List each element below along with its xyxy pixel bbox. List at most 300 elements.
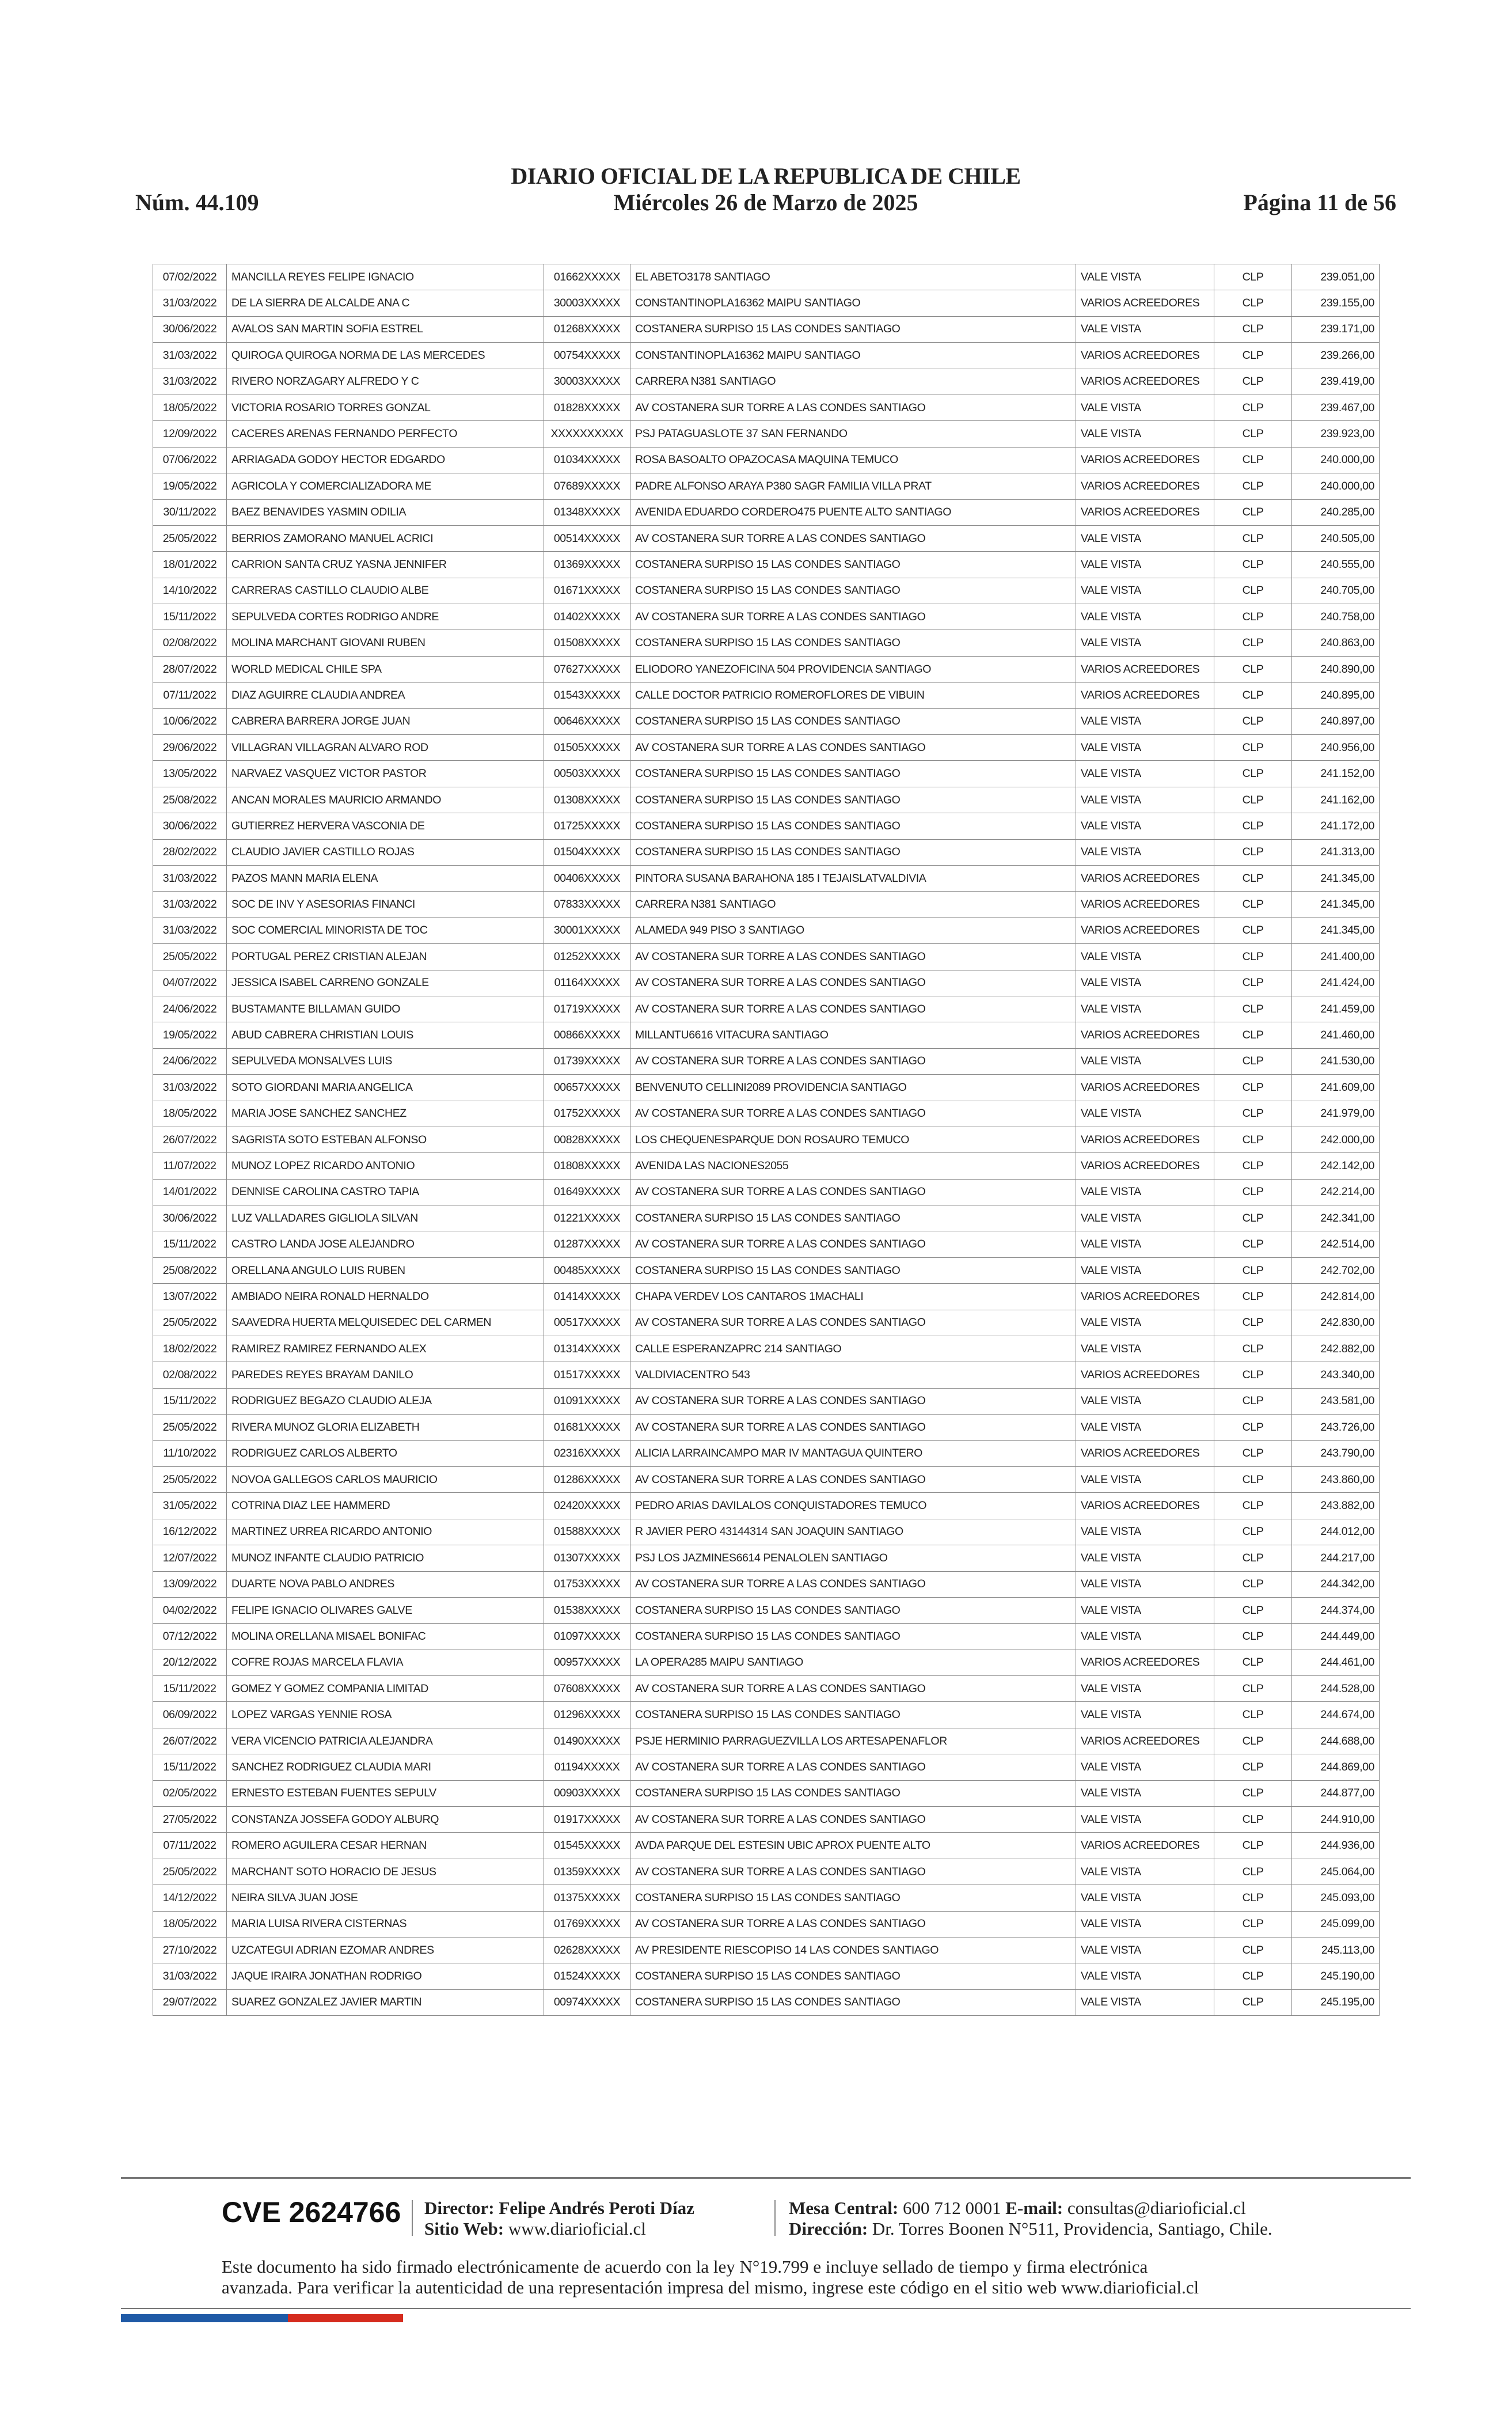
- rut-cell: 01268XXXXX: [544, 316, 630, 342]
- table-row: [153, 1989, 1380, 2015]
- amount-cell: 244.449,00: [1292, 1624, 1380, 1650]
- rut-cell: 01375XXXXX: [544, 1885, 630, 1911]
- instrument-cell: VALE VISTA: [1076, 1597, 1214, 1623]
- cve-code: CVE 2624766: [222, 2196, 401, 2228]
- instrument-cell: VARIOS ACREEDORES: [1076, 1362, 1214, 1388]
- date-cell: 25/05/2022: [153, 1466, 227, 1492]
- rut-cell: 01505XXXXX: [544, 735, 630, 761]
- amount-cell: 242.341,00: [1292, 1205, 1380, 1231]
- address-cell: AV COSTANERA SUR TORRE A LAS CONDES SANTIAGO: [630, 1310, 1076, 1336]
- instrument-cell: VALE VISTA: [1076, 1205, 1214, 1231]
- rut-cell: 01769XXXXX: [544, 1911, 630, 1937]
- amount-cell: 241.609,00: [1292, 1075, 1380, 1101]
- address-cell: AV COSTANERA SUR TORRE A LAS CONDES SANTIAGO: [630, 996, 1076, 1022]
- table-row: [153, 708, 1380, 734]
- amount-cell: 240.555,00: [1292, 552, 1380, 578]
- name-cell: FELIPE IGNACIO OLIVARES GALVE: [227, 1597, 544, 1623]
- table-row: [153, 290, 1380, 316]
- date-cell: 06/09/2022: [153, 1702, 227, 1728]
- table-row: [153, 1127, 1380, 1152]
- rut-cell: 01917XXXXX: [544, 1807, 630, 1833]
- amount-cell: 241.313,00: [1292, 839, 1380, 865]
- currency-cell: CLP: [1214, 917, 1292, 943]
- currency-cell: CLP: [1214, 1022, 1292, 1048]
- email-label: E-mail:: [1005, 2198, 1063, 2218]
- gazette-title: DIARIO OFICIAL DE LA REPUBLICA DE CHILE: [511, 163, 1021, 189]
- name-cell: SAAVEDRA HUERTA MELQUISEDEC DEL CARMEN: [227, 1310, 544, 1336]
- rut-cell: 01543XXXXX: [544, 683, 630, 708]
- currency-cell: CLP: [1214, 1911, 1292, 1937]
- amount-cell: 244.910,00: [1292, 1807, 1380, 1833]
- instrument-cell: VALE VISTA: [1076, 996, 1214, 1022]
- date-cell: 12/09/2022: [153, 421, 227, 447]
- table-row: [153, 1571, 1380, 1597]
- address-cell: LOS CHEQUENESPARQUE DON ROSAURO TEMUCO: [630, 1127, 1076, 1152]
- address-cell: COSTANERA SURPISO 15 LAS CONDES SANTIAGO: [630, 578, 1076, 604]
- date-cell: 31/03/2022: [153, 343, 227, 369]
- date-cell: 28/02/2022: [153, 839, 227, 865]
- amount-cell: 244.528,00: [1292, 1676, 1380, 1702]
- amount-cell: 241.460,00: [1292, 1022, 1380, 1048]
- date-cell: 29/06/2022: [153, 735, 227, 761]
- address-cell: AV COSTANERA SUR TORRE A LAS CONDES SANTIAGO: [630, 1388, 1076, 1414]
- table-row: [153, 1859, 1380, 1885]
- date-cell: 25/05/2022: [153, 1415, 227, 1440]
- amount-cell: 245.064,00: [1292, 1859, 1380, 1885]
- currency-cell: CLP: [1214, 1545, 1292, 1571]
- address-cell: AVENIDA LAS NACIONES2055: [630, 1153, 1076, 1179]
- address-cell: AV COSTANERA SUR TORRE A LAS CONDES SANTIAGO: [630, 1466, 1076, 1492]
- site-label: Sitio Web:: [424, 2219, 504, 2239]
- instrument-cell: VALE VISTA: [1076, 1310, 1214, 1336]
- amount-cell: 239.051,00: [1292, 264, 1380, 290]
- address-cell: PSJ LOS JAZMINES6614 PENALOLEN SANTIAGO: [630, 1545, 1076, 1571]
- currency-cell: CLP: [1214, 1754, 1292, 1780]
- rut-cell: 01588XXXXX: [544, 1519, 630, 1545]
- rut-cell: 01164XXXXX: [544, 970, 630, 996]
- name-cell: PORTUGAL PEREZ CRISTIAN ALEJAN: [227, 944, 544, 970]
- email-link[interactable]: consultas@diarioficial.cl: [1067, 2198, 1246, 2218]
- amount-cell: 242.830,00: [1292, 1310, 1380, 1336]
- amount-cell: 240.505,00: [1292, 525, 1380, 551]
- footer-divider: [774, 2200, 776, 2236]
- currency-cell: CLP: [1214, 1440, 1292, 1466]
- table-row: [153, 839, 1380, 865]
- currency-cell: CLP: [1214, 499, 1292, 525]
- address-cell: AV COSTANERA SUR TORRE A LAS CONDES SANTIAGO: [630, 1231, 1076, 1257]
- date-cell: 31/03/2022: [153, 1075, 227, 1101]
- amount-cell: 241.979,00: [1292, 1101, 1380, 1127]
- name-cell: NOVOA GALLEGOS CARLOS MAURICIO: [227, 1466, 544, 1492]
- currency-cell: CLP: [1214, 1231, 1292, 1257]
- instrument-cell: VARIOS ACREEDORES: [1076, 499, 1214, 525]
- rut-cell: 07833XXXXX: [544, 892, 630, 917]
- currency-cell: CLP: [1214, 264, 1292, 290]
- table-row: [153, 1650, 1380, 1675]
- instrument-cell: VALE VISTA: [1076, 813, 1214, 839]
- rut-cell: 01681XXXXX: [544, 1415, 630, 1440]
- name-cell: GOMEZ Y GOMEZ COMPANIA LIMITAD: [227, 1676, 544, 1702]
- address-cell: AVENIDA EDUARDO CORDERO475 PUENTE ALTO SANTIAGO: [630, 499, 1076, 525]
- table-row: [153, 1284, 1380, 1310]
- table-row: [153, 1676, 1380, 1702]
- table-row: [153, 1493, 1380, 1519]
- date-cell: 31/03/2022: [153, 290, 227, 316]
- date-cell: 27/05/2022: [153, 1807, 227, 1833]
- name-cell: CABRERA BARRERA JORGE JUAN: [227, 708, 544, 734]
- address-cell: COSTANERA SURPISO 15 LAS CONDES SANTIAGO: [630, 630, 1076, 656]
- instrument-cell: VARIOS ACREEDORES: [1076, 865, 1214, 891]
- address-cell: AVDA PARQUE DEL ESTESIN UBIC APROX PUENTE ALTO: [630, 1833, 1076, 1859]
- instrument-cell: VALE VISTA: [1076, 1911, 1214, 1937]
- director-block: [424, 2198, 694, 2239]
- amount-cell: 245.099,00: [1292, 1911, 1380, 1937]
- amount-cell: 245.113,00: [1292, 1938, 1380, 1963]
- name-cell: SANCHEZ RODRIGUEZ CLAUDIA MARI: [227, 1754, 544, 1780]
- instrument-cell: VALE VISTA: [1076, 1963, 1214, 1989]
- rut-cell: 01287XXXXX: [544, 1231, 630, 1257]
- table-row: [153, 1388, 1380, 1414]
- rut-cell: 01725XXXXX: [544, 813, 630, 839]
- name-cell: RODRIGUEZ CARLOS ALBERTO: [227, 1440, 544, 1466]
- instrument-cell: VALE VISTA: [1076, 1336, 1214, 1362]
- name-cell: UZCATEGUI ADRIAN EZOMAR ANDRES: [227, 1938, 544, 1963]
- table-row: [153, 316, 1380, 342]
- date-cell: 25/08/2022: [153, 1257, 227, 1283]
- name-cell: MOLINA MARCHANT GIOVANI RUBEN: [227, 630, 544, 656]
- instrument-cell: VALE VISTA: [1076, 1388, 1214, 1414]
- address-cell: ELIODORO YANEZOFICINA 504 PROVIDENCIA SANTIAGO: [630, 656, 1076, 682]
- rut-cell: 07608XXXXX: [544, 1676, 630, 1702]
- name-cell: SAGRISTA SOTO ESTEBAN ALFONSO: [227, 1127, 544, 1152]
- currency-cell: CLP: [1214, 1075, 1292, 1101]
- rut-cell: 01308XXXXX: [544, 787, 630, 813]
- rut-cell: 01034XXXXX: [544, 447, 630, 473]
- notice-line: avanzada. Para verificar la autenticidad de una representación impresa del mismo, ingrese este código en el sitio web www.diarioficial.cl: [222, 2277, 1199, 2297]
- table-row: [153, 813, 1380, 839]
- name-cell: SOC DE INV Y ASESORIAS FINANCI: [227, 892, 544, 917]
- table-row: [153, 1310, 1380, 1336]
- table-row: [153, 499, 1380, 525]
- amount-cell: 240.000,00: [1292, 447, 1380, 473]
- currency-cell: CLP: [1214, 1519, 1292, 1545]
- name-cell: RAMIREZ RAMIREZ FERNANDO ALEX: [227, 1336, 544, 1362]
- name-cell: COFRE ROJAS MARCELA FLAVIA: [227, 1650, 544, 1675]
- name-cell: JAQUE IRAIRA JONATHAN RODRIGO: [227, 1963, 544, 1989]
- date-cell: 07/02/2022: [153, 264, 227, 290]
- notice-line: Este documento ha sido firmado electrónicamente de acuerdo con la ley N°19.799 e incluye sellado de tiempo y firma electrónica: [222, 2257, 1148, 2277]
- table-row: [153, 1807, 1380, 1833]
- rut-cell: 01194XXXXX: [544, 1754, 630, 1780]
- amount-cell: 241.400,00: [1292, 944, 1380, 970]
- currency-cell: CLP: [1214, 839, 1292, 865]
- table-row: [153, 473, 1380, 499]
- date-cell: 02/08/2022: [153, 630, 227, 656]
- address-cell: AV COSTANERA SUR TORRE A LAS CONDES SANTIAGO: [630, 604, 1076, 630]
- name-cell: BUSTAMANTE BILLAMAN GUIDO: [227, 996, 544, 1022]
- table-row: [153, 630, 1380, 656]
- currency-cell: CLP: [1214, 1466, 1292, 1492]
- currency-cell: CLP: [1214, 813, 1292, 839]
- currency-cell: CLP: [1214, 1127, 1292, 1152]
- table-row: [153, 604, 1380, 630]
- name-cell: VILLAGRAN VILLAGRAN ALVARO ROD: [227, 735, 544, 761]
- rut-cell: 00517XXXXX: [544, 1310, 630, 1336]
- date-cell: 11/07/2022: [153, 1153, 227, 1179]
- instrument-cell: VARIOS ACREEDORES: [1076, 473, 1214, 499]
- address-cell: CONSTANTINOPLA16362 MAIPU SANTIAGO: [630, 343, 1076, 369]
- date-cell: 30/06/2022: [153, 316, 227, 342]
- address-cell: R JAVIER PERO 43144314 SAN JOAQUIN SANTIAGO: [630, 1519, 1076, 1545]
- amount-cell: 244.012,00: [1292, 1519, 1380, 1545]
- table-row: [153, 735, 1380, 761]
- currency-cell: CLP: [1214, 787, 1292, 813]
- instrument-cell: VALE VISTA: [1076, 630, 1214, 656]
- name-cell: ABUD CABRERA CHRISTIAN LOUIS: [227, 1022, 544, 1048]
- amount-cell: 241.530,00: [1292, 1048, 1380, 1074]
- rut-cell: 01348XXXXX: [544, 499, 630, 525]
- rut-cell: 30003XXXXX: [544, 290, 630, 316]
- amount-cell: 241.424,00: [1292, 970, 1380, 996]
- date-cell: 15/11/2022: [153, 1388, 227, 1414]
- instrument-cell: VALE VISTA: [1076, 1624, 1214, 1650]
- name-cell: MARCHANT SOTO HORACIO DE JESUS: [227, 1859, 544, 1885]
- mesa-phone: 600 712 0001: [903, 2198, 1001, 2218]
- address-cell: PSJE HERMINIO PARRAGUEZVILLA LOS ARTESAPENAFLOR: [630, 1728, 1076, 1754]
- amount-cell: 243.726,00: [1292, 1415, 1380, 1440]
- bottom-separator: [121, 2308, 1411, 2309]
- currency-cell: CLP: [1214, 761, 1292, 787]
- table-row: [153, 343, 1380, 369]
- amount-cell: 242.514,00: [1292, 1231, 1380, 1257]
- instrument-cell: VARIOS ACREEDORES: [1076, 1728, 1214, 1754]
- page-header: [135, 162, 1396, 220]
- address-cell: ALICIA LARRAINCAMPO MAR IV MANTAGUA QUINTERO: [630, 1440, 1076, 1466]
- address-cell: AV PRESIDENTE RIESCOPISO 14 LAS CONDES SANTIAGO: [630, 1938, 1076, 1963]
- date-cell: 31/03/2022: [153, 892, 227, 917]
- currency-cell: CLP: [1214, 1205, 1292, 1231]
- rut-cell: 01752XXXXX: [544, 1101, 630, 1127]
- amount-cell: 242.702,00: [1292, 1257, 1380, 1283]
- instrument-cell: VALE VISTA: [1076, 1989, 1214, 2015]
- currency-cell: CLP: [1214, 1415, 1292, 1440]
- table-row: [153, 1153, 1380, 1179]
- table-row: [153, 1938, 1380, 1963]
- instrument-cell: VARIOS ACREEDORES: [1076, 892, 1214, 917]
- amount-cell: 243.581,00: [1292, 1388, 1380, 1414]
- table-row: [153, 578, 1380, 604]
- name-cell: SEPULVEDA CORTES RODRIGO ANDRE: [227, 604, 544, 630]
- currency-cell: CLP: [1214, 578, 1292, 604]
- address-cell: CALLE DOCTOR PATRICIO ROMEROFLORES DE VIBUIN: [630, 683, 1076, 708]
- instrument-cell: VALE VISTA: [1076, 1545, 1214, 1571]
- instrument-cell: VALE VISTA: [1076, 421, 1214, 447]
- address-cell: VALDIVIACENTRO 543: [630, 1362, 1076, 1388]
- table-row: [153, 1075, 1380, 1101]
- date-cell: 15/11/2022: [153, 604, 227, 630]
- name-cell: MUNOZ LOPEZ RICARDO ANTONIO: [227, 1153, 544, 1179]
- currency-cell: CLP: [1214, 1702, 1292, 1728]
- amount-cell: 241.162,00: [1292, 787, 1380, 813]
- table-row: [153, 1205, 1380, 1231]
- table-row: [153, 1624, 1380, 1650]
- amount-cell: 243.860,00: [1292, 1466, 1380, 1492]
- rut-cell: 00514XXXXX: [544, 525, 630, 551]
- name-cell: GUTIERREZ HERVERA VASCONIA DE: [227, 813, 544, 839]
- name-cell: CASTRO LANDA JOSE ALEJANDRO: [227, 1231, 544, 1257]
- name-cell: AMBIADO NEIRA RONALD HERNALDO: [227, 1284, 544, 1310]
- amount-cell: 242.000,00: [1292, 1127, 1380, 1152]
- table-row: [153, 264, 1380, 290]
- rut-cell: 01538XXXXX: [544, 1597, 630, 1623]
- rut-cell: 30003XXXXX: [544, 369, 630, 395]
- address-cell: ALAMEDA 949 PISO 3 SANTIAGO: [630, 917, 1076, 943]
- name-cell: JESSICA ISABEL CARRENO GONZALE: [227, 970, 544, 996]
- date-cell: 31/05/2022: [153, 1493, 227, 1519]
- name-cell: AGRICOLA Y COMERCIALIZADORA ME: [227, 473, 544, 499]
- table-row: [153, 1022, 1380, 1048]
- date-cell: 14/10/2022: [153, 578, 227, 604]
- amount-cell: 241.172,00: [1292, 813, 1380, 839]
- date-cell: 31/03/2022: [153, 369, 227, 395]
- instrument-cell: VALE VISTA: [1076, 787, 1214, 813]
- instrument-cell: VARIOS ACREEDORES: [1076, 1153, 1214, 1179]
- date-cell: 25/05/2022: [153, 525, 227, 551]
- date-cell: 04/07/2022: [153, 970, 227, 996]
- rut-cell: 01097XXXXX: [544, 1624, 630, 1650]
- address-cell: AV COSTANERA SUR TORRE A LAS CONDES SANTIAGO: [630, 1807, 1076, 1833]
- currency-cell: CLP: [1214, 735, 1292, 761]
- name-cell: DUARTE NOVA PABLO ANDRES: [227, 1571, 544, 1597]
- name-cell: MARIA JOSE SANCHEZ SANCHEZ: [227, 1101, 544, 1127]
- address-cell: COSTANERA SURPISO 15 LAS CONDES SANTIAGO: [630, 1702, 1076, 1728]
- currency-cell: CLP: [1214, 708, 1292, 734]
- table-row: [153, 525, 1380, 551]
- rut-cell: 02316XXXXX: [544, 1440, 630, 1466]
- table-row: [153, 683, 1380, 708]
- date-cell: 25/08/2022: [153, 787, 227, 813]
- currency-cell: CLP: [1214, 447, 1292, 473]
- amount-cell: 241.345,00: [1292, 892, 1380, 917]
- address-cell: CALLE ESPERANZAPRC 214 SANTIAGO: [630, 1336, 1076, 1362]
- table-row: [153, 917, 1380, 943]
- currency-cell: CLP: [1214, 1179, 1292, 1205]
- rut-cell: 01091XXXXX: [544, 1388, 630, 1414]
- name-cell: RIVERO NORZAGARY ALFREDO Y C: [227, 369, 544, 395]
- name-cell: ERNESTO ESTEBAN FUENTES SEPULV: [227, 1780, 544, 1806]
- instrument-cell: VARIOS ACREEDORES: [1076, 290, 1214, 316]
- amount-cell: 240.890,00: [1292, 656, 1380, 682]
- instrument-cell: VALE VISTA: [1076, 839, 1214, 865]
- name-cell: SUAREZ GONZALEZ JAVIER MARTIN: [227, 1989, 544, 2015]
- name-cell: QUIROGA QUIROGA NORMA DE LAS MERCEDES: [227, 343, 544, 369]
- name-cell: PAREDES REYES BRAYAM DANILO: [227, 1362, 544, 1388]
- table-row: [153, 1780, 1380, 1806]
- name-cell: ORELLANA ANGULO LUIS RUBEN: [227, 1257, 544, 1283]
- date-cell: 30/11/2022: [153, 499, 227, 525]
- rut-cell: 00974XXXXX: [544, 1989, 630, 2015]
- instrument-cell: VALE VISTA: [1076, 1754, 1214, 1780]
- date-cell: 18/02/2022: [153, 1336, 227, 1362]
- instrument-cell: VARIOS ACREEDORES: [1076, 1127, 1214, 1152]
- amount-cell: 241.345,00: [1292, 917, 1380, 943]
- instrument-cell: VALE VISTA: [1076, 552, 1214, 578]
- rut-cell: 01402XXXXX: [544, 604, 630, 630]
- currency-cell: CLP: [1214, 1728, 1292, 1754]
- currency-cell: CLP: [1214, 1153, 1292, 1179]
- name-cell: SEPULVEDA MONSALVES LUIS: [227, 1048, 544, 1074]
- address-cell: COSTANERA SURPISO 15 LAS CONDES SANTIAGO: [630, 1885, 1076, 1911]
- amount-cell: 240.956,00: [1292, 735, 1380, 761]
- currency-cell: CLP: [1214, 1676, 1292, 1702]
- currency-cell: CLP: [1214, 369, 1292, 395]
- table-row: [153, 1048, 1380, 1074]
- footer-separator: [121, 2177, 1411, 2179]
- mesa-label: Mesa Central:: [789, 2198, 899, 2218]
- date-cell: 27/10/2022: [153, 1938, 227, 1963]
- instrument-cell: VARIOS ACREEDORES: [1076, 683, 1214, 708]
- currency-cell: CLP: [1214, 1310, 1292, 1336]
- amount-cell: 243.340,00: [1292, 1362, 1380, 1388]
- instrument-cell: VALE VISTA: [1076, 1571, 1214, 1597]
- amount-cell: 241.152,00: [1292, 761, 1380, 787]
- amount-cell: 240.000,00: [1292, 473, 1380, 499]
- name-cell: CACERES ARENAS FERNANDO PERFECTO: [227, 421, 544, 447]
- rut-cell: 01414XXXXX: [544, 1284, 630, 1310]
- instrument-cell: VALE VISTA: [1076, 1257, 1214, 1283]
- date-cell: 07/11/2022: [153, 1833, 227, 1859]
- currency-cell: CLP: [1214, 1493, 1292, 1519]
- rut-cell: 01490XXXXX: [544, 1728, 630, 1754]
- table-row: [153, 552, 1380, 578]
- table-row: [153, 1702, 1380, 1728]
- table-row: [153, 1545, 1380, 1571]
- date-cell: 15/11/2022: [153, 1754, 227, 1780]
- name-cell: PAZOS MANN MARIA ELENA: [227, 865, 544, 891]
- rut-cell: 01369XXXXX: [544, 552, 630, 578]
- amount-cell: 244.877,00: [1292, 1780, 1380, 1806]
- amount-cell: 240.758,00: [1292, 604, 1380, 630]
- date-cell: 07/06/2022: [153, 447, 227, 473]
- instrument-cell: VALE VISTA: [1076, 1885, 1214, 1911]
- director-label: Director:: [424, 2198, 495, 2218]
- instrument-cell: VALE VISTA: [1076, 1466, 1214, 1492]
- date-cell: 14/12/2022: [153, 1885, 227, 1911]
- address-cell: COSTANERA SURPISO 15 LAS CONDES SANTIAGO: [630, 1989, 1076, 2015]
- currency-cell: CLP: [1214, 944, 1292, 970]
- table-row: [153, 1257, 1380, 1283]
- currency-cell: CLP: [1214, 970, 1292, 996]
- site-link[interactable]: www.diarioficial.cl: [508, 2219, 646, 2239]
- address-cell: AV COSTANERA SUR TORRE A LAS CONDES SANTIAGO: [630, 1048, 1076, 1074]
- instrument-cell: VARIOS ACREEDORES: [1076, 1833, 1214, 1859]
- date-cell: 04/02/2022: [153, 1597, 227, 1623]
- currency-cell: CLP: [1214, 1885, 1292, 1911]
- instrument-cell: VALE VISTA: [1076, 1231, 1214, 1257]
- table-row: [153, 1101, 1380, 1127]
- currency-cell: CLP: [1214, 604, 1292, 630]
- date-cell: 19/05/2022: [153, 473, 227, 499]
- date-cell: 11/10/2022: [153, 1440, 227, 1466]
- amount-cell: 245.195,00: [1292, 1989, 1380, 2015]
- address-cell: COSTANERA SURPISO 15 LAS CONDES SANTIAGO: [630, 1597, 1076, 1623]
- amount-cell: 244.936,00: [1292, 1833, 1380, 1859]
- date-cell: 26/07/2022: [153, 1127, 227, 1152]
- address-cell: AV COSTANERA SUR TORRE A LAS CONDES SANTIAGO: [630, 1911, 1076, 1937]
- instrument-cell: VARIOS ACREEDORES: [1076, 1075, 1214, 1101]
- currency-cell: CLP: [1214, 1859, 1292, 1885]
- rut-cell: 01739XXXXX: [544, 1048, 630, 1074]
